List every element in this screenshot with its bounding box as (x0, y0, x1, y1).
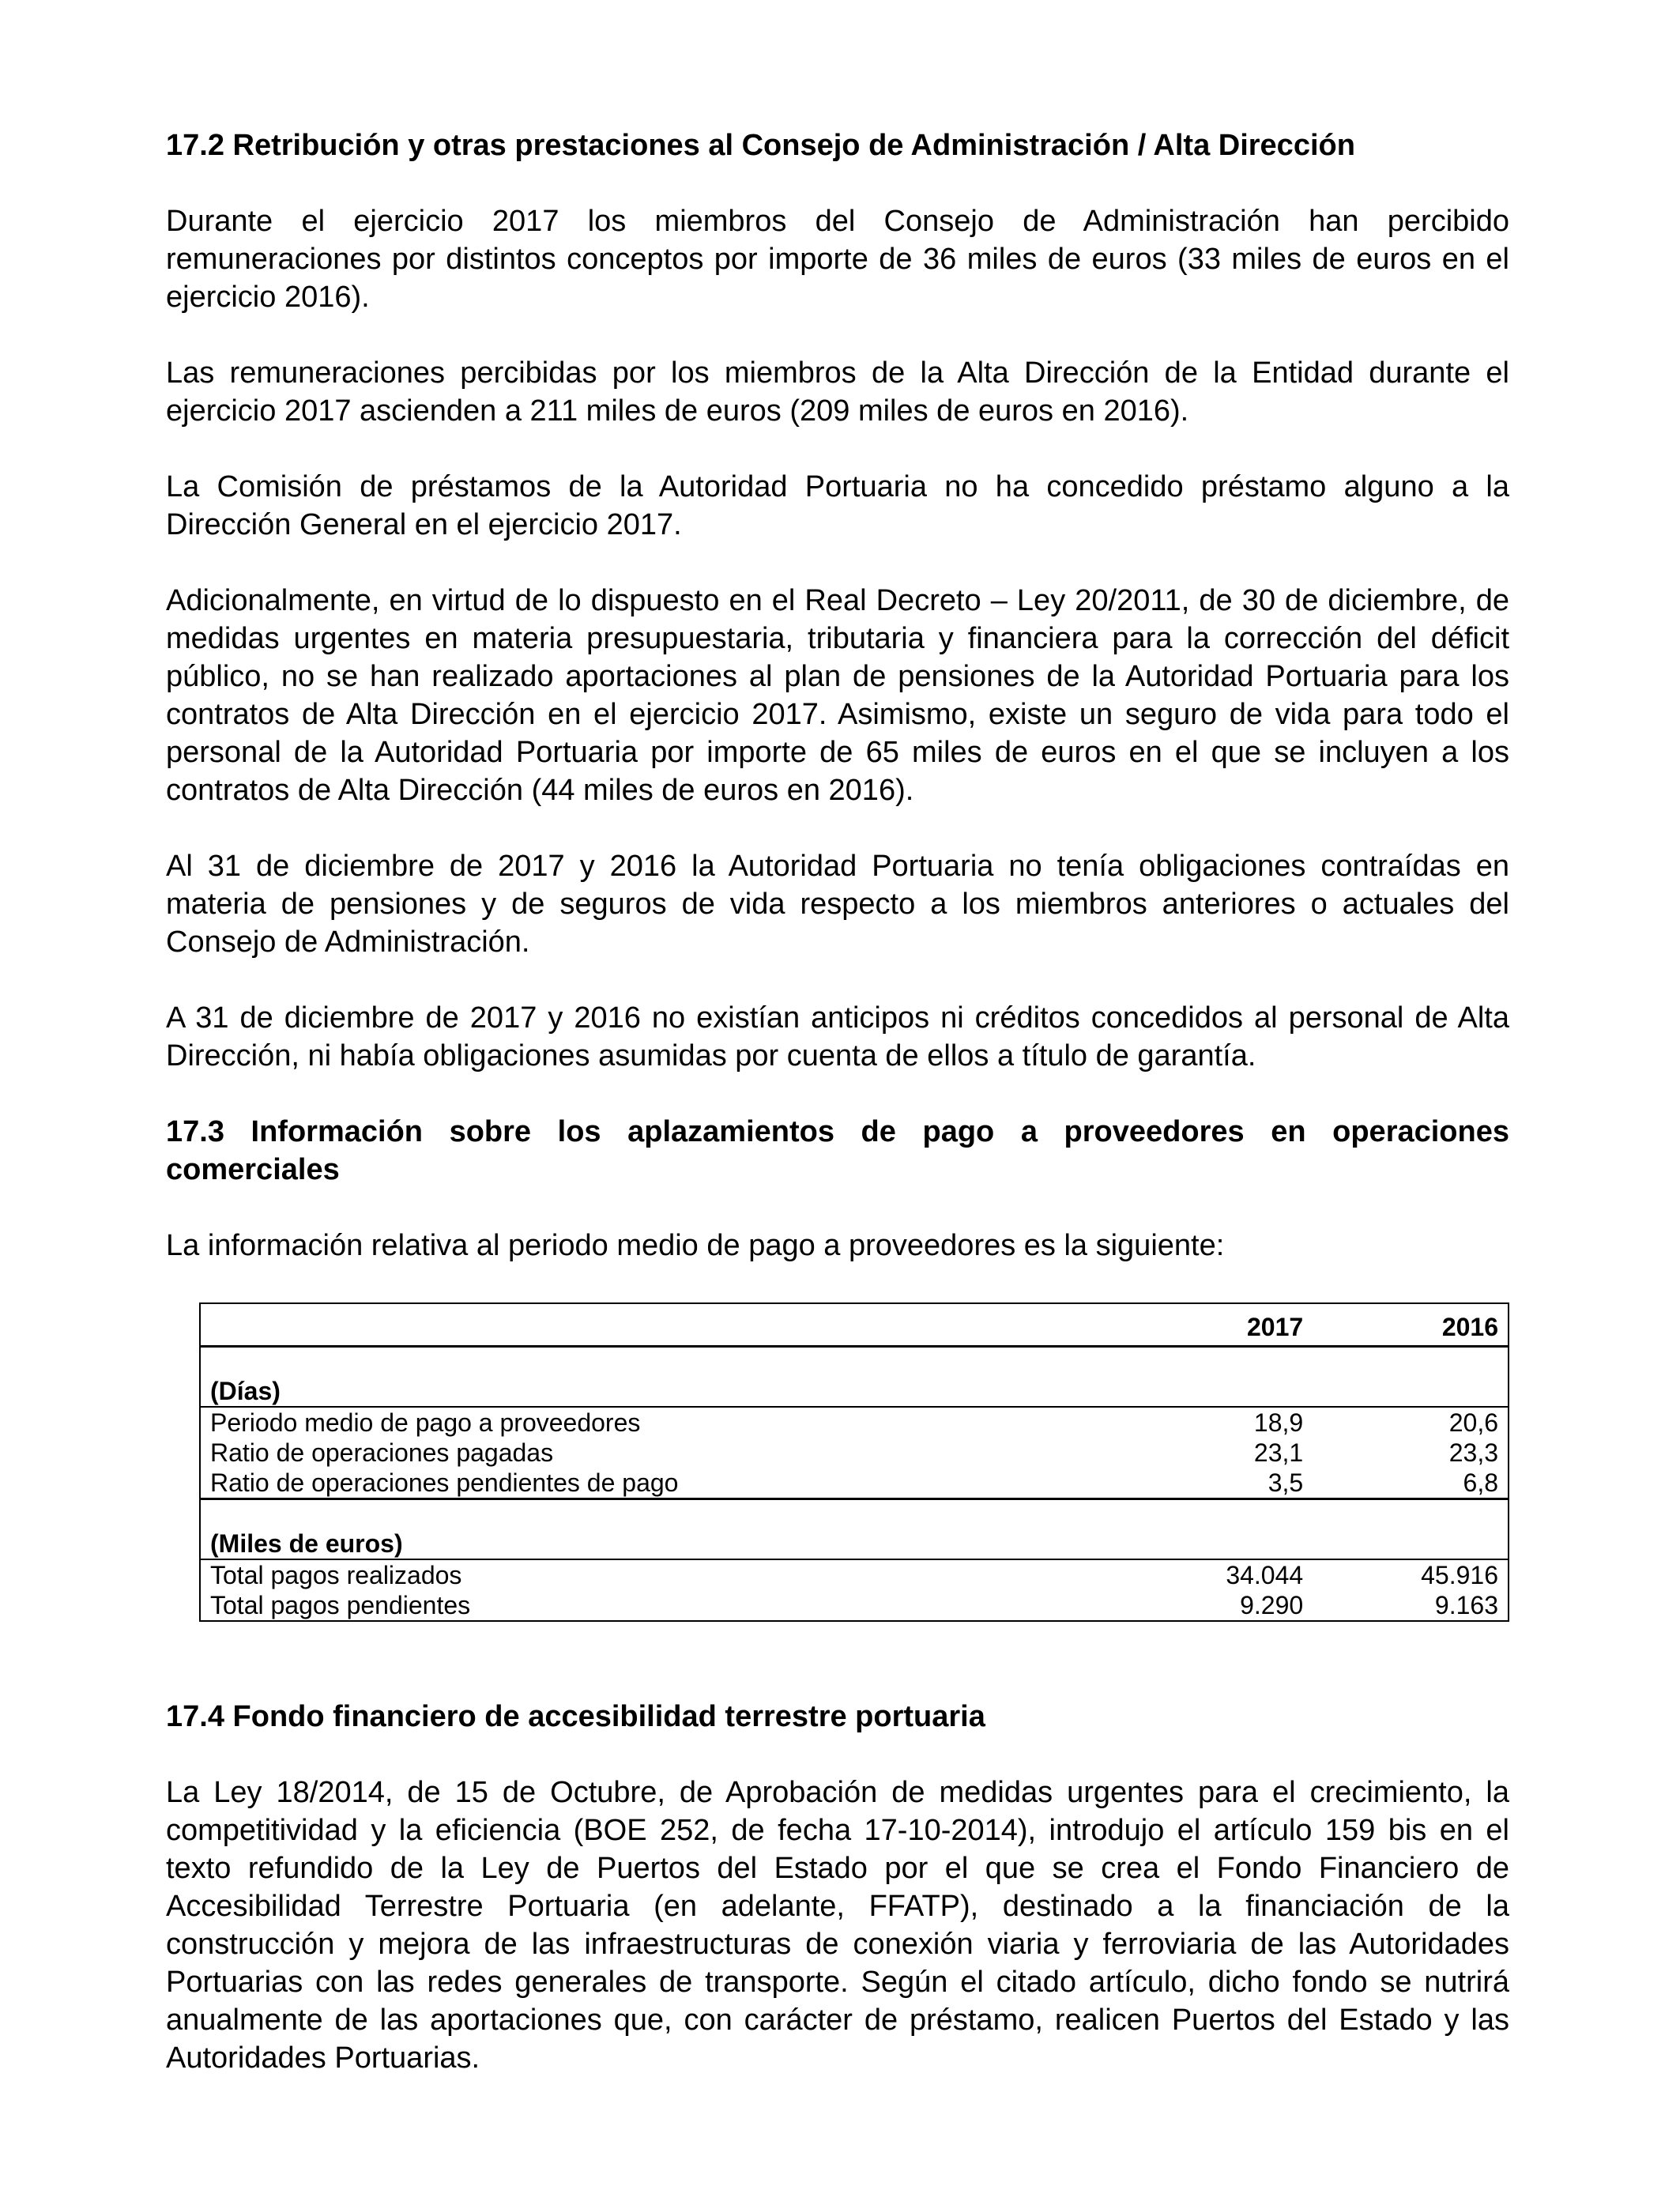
payment-period-table (199, 1302, 1509, 1622)
table-row (200, 1590, 1509, 1621)
table-row (200, 1559, 1509, 1590)
table-header-empty (200, 1303, 1139, 1347)
value-2016: 9.163 (1434, 1591, 1498, 1619)
section-17-4-heading: 17.4 Fondo financiero de accesibilidad terrestre portuaria (166, 1700, 985, 1733)
table-row (200, 1438, 1509, 1468)
section-title-dias: (Días) (200, 1347, 1139, 1408)
section-17-2-heading: 17.2 Retribución y otras prestaciones al Consejo de Administración / Alta Dirección (166, 129, 1355, 162)
value-2017: 9.290 (1240, 1591, 1304, 1619)
value-2016: 6,8 (1313, 1468, 1509, 1499)
section-17-3-heading: 17.3 Información sobre los aplazamientos de pago a proveedores en operaciones comerciales (166, 1115, 1509, 1186)
row-label: Ratio de operaciones pagadas (210, 1438, 554, 1467)
value-2016: 20,6 (1448, 1408, 1498, 1437)
document-page (166, 126, 1509, 2115)
value-2016: 45.916 (1421, 1561, 1498, 1589)
row-label: Ratio de operaciones pendientes de pago (200, 1468, 1139, 1499)
value-2017: 23,1 (1253, 1438, 1304, 1467)
table-row (200, 1468, 1509, 1499)
row-label: Periodo medio de pago a proveedores (210, 1408, 641, 1437)
row-label: Total pagos pendientes (210, 1591, 471, 1619)
section-17-2-paragraph-2: Las remuneraciones percibidas por los miembros de la Alta Dirección de la Entidad durante el ejercicio 2017 ascienden a 211 miles de euros (209 miles de euros en 2016). (166, 356, 1509, 428)
row-label: Total pagos realizados (210, 1561, 462, 1589)
section-17-2-paragraph-1: Durante el ejercicio 2017 los miembros del Consejo de Administración han percibido remuneraciones por distintos conceptos por importe de 36 miles de euros (33 miles de euros en el ejercicio 2016). (166, 205, 1509, 314)
section-17-2-paragraph-5: Al 31 de diciembre de 2017 y 2016 la Autoridad Portuaria no tenía obligaciones contraídas en materia de pensiones y de seguros de vida respecto a los miembros anteriores o actuales del Consejo de Administración. (166, 850, 1509, 959)
table-section-dias (200, 1347, 1509, 1408)
value-2017: 34.044 (1226, 1561, 1304, 1589)
value-2017: 3,5 (1139, 1468, 1313, 1499)
section-17-3-intro: La información relativa al periodo medio de pago a proveedores es la siguiente: (166, 1229, 1225, 1262)
value-2016: 23,3 (1448, 1438, 1498, 1467)
table-row (200, 1407, 1509, 1438)
value-2017: 18,9 (1253, 1408, 1304, 1437)
section-17-2-paragraph-6: A 31 de diciembre de 2017 y 2016 no existían anticipos ni créditos concedidos al personal de Alta Dirección, ni había obligaciones asumidas por cuenta de ellos a título de garantía. (166, 1001, 1509, 1072)
section-title-miles: (Miles de euros) (200, 1499, 1139, 1560)
section-17-2-paragraph-4: Adicionalmente, en virtud de lo dispuesto en el Real Decreto – Ley 20/2011, de 30 de diciembre, de medidas urgentes en materia presupuestaria, tributaria y financiera para la corrección del déficit público, no se han realizado aportaciones al plan de pensiones de la Autoridad Portuaria para los contratos de Alta Dirección en el ejercicio 2017. Asimismo, existe un seguro de vida para todo el personal de la Autoridad Portuaria por importe de 65 miles de euros en el que se incluyen a los contratos de Alta Dirección (44 miles de euros en 2016). (166, 584, 1509, 807)
table-section-miles (200, 1499, 1509, 1560)
year-header-2016: 2016 (1313, 1303, 1509, 1347)
table-header-row (200, 1303, 1509, 1347)
year-header-2017: 2017 (1139, 1303, 1313, 1347)
section-17-4-paragraph-1: La Ley 18/2014, de 15 de Octubre, de Aprobación de medidas urgentes para el crecimiento, la competitividad y la eficiencia (BOE 252, de fecha 17-10-2014), introdujo el artículo 159 bis en el texto refundido de la Ley de Puertos del Estado por el que se crea el Fondo Financiero de Accesibilidad Terrestre Portuaria (en adelante, FFATP), destinado a la financiación de la construcción y mejora de las infraestructuras de conexión viaria y ferroviaria de las Autoridades Portuarias con las redes generales de transporte. Según el citado artículo, dicho fondo se nutrirá anualmente de las aportaciones que, con carácter de préstamo, realicen Puertos del Estado y las Autoridades Portuarias. (166, 1776, 1509, 2075)
section-17-2-paragraph-3: La Comisión de préstamos de la Autoridad Portuaria no ha concedido préstamo alguno a la Dirección General en el ejercicio 2017. (166, 470, 1509, 541)
